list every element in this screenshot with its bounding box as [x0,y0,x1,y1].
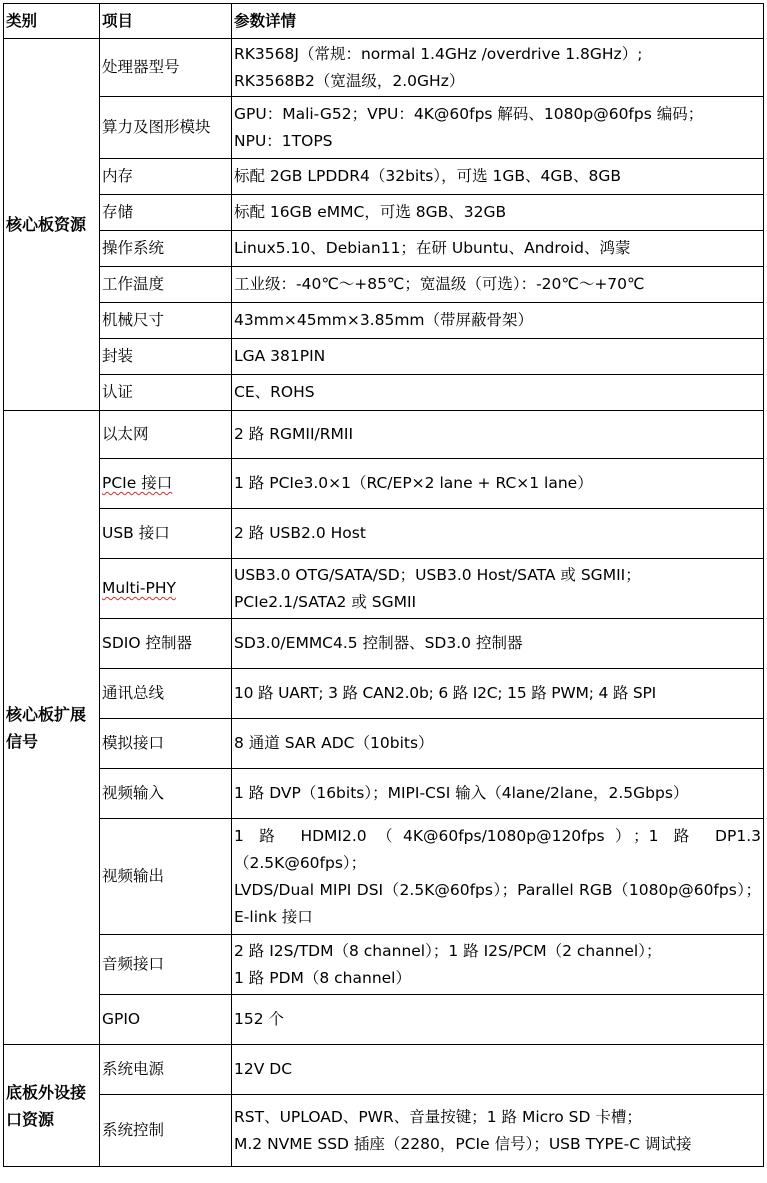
detail-cell: SD3.0/EMMC4.5 控制器、SD3.0 控制器 [232,619,764,669]
spec-table [3,3,764,1167]
category-cell: 核心板资源 [4,39,100,411]
item-cell: 音频接口 [100,935,232,995]
table-row [4,375,764,411]
item-cell: GPIO [100,995,232,1045]
table-row [4,303,764,339]
table-row [4,159,764,195]
detail-cell: RK3568J（常规：normal 1.4GHz /overdrive 1.8GHz）; RK3568B2（宽温级，2.0GHz） [232,39,764,97]
item-cell: 算力及图形模块 [100,97,232,159]
table-header-row [4,4,764,39]
detail-cell: 1 路 PCIe3.0×1（RC/EP×2 lane + RC×1 lane） [232,459,764,509]
table-row [4,267,764,303]
detail-cell: 152 个 [232,995,764,1045]
detail-cell: 2 路 USB2.0 Host [232,509,764,559]
detail-cell: 1 路 HDMI2.0（4K@60fps/1080p@120fps）；1 路 DP1.3（2.5K@60fps）； LVDS/Dual MIPI DSI（2.5K@60fps）；Parallel RGB（1080p@60fps）；E-link 接口 [232,819,764,935]
detail-cell: 10 路 UART; 3 路 CAN2.0b; 6 路 I2C; 15 路 PWM; 4 路 SPI [232,669,764,719]
header-category: 类别 [4,4,100,39]
category-cell: 核心板扩展信号 [4,411,100,1045]
item-cell: 视频输出 [100,819,232,935]
table-row [4,559,764,619]
detail-cell: 工业级：-40℃～+85℃；宽温级（可选）：-20℃～+70℃ [232,267,764,303]
table-row [4,1095,764,1167]
item-cell: PCIe 接口 [100,459,232,509]
detail-cell: 1 路 DVP（16bits）；MIPI-CSI 输入（4lane/2lane，2.5Gbps） [232,769,764,819]
header-item: 项目 [100,4,232,39]
detail-cell: 43mm×45mm×3.85mm（带屏蔽骨架） [232,303,764,339]
detail-cell: 12V DC [232,1045,764,1095]
item-cell: SDIO 控制器 [100,619,232,669]
detail-cell: 标配 16GB eMMC，可选 8GB、32GB [232,195,764,231]
item-cell: USB 接口 [100,509,232,559]
table-row [4,769,764,819]
detail-cell: LGA 381PIN [232,339,764,375]
item-cell: 通讯总线 [100,669,232,719]
table-row [4,995,764,1045]
table-row [4,719,764,769]
table-row [4,97,764,159]
item-cell: 系统电源 [100,1045,232,1095]
item-cell: Multi-PHY [100,559,232,619]
table-row [4,459,764,509]
header-detail: 参数详情 [232,4,764,39]
detail-cell: 8 通道 SAR ADC（10bits） [232,719,764,769]
table-row [4,1045,764,1095]
detail-cell: Linux5.10、Debian11；在研 Ubuntu、Android、鸿蒙 [232,231,764,267]
detail-cell: USB3.0 OTG/SATA/SD；USB3.0 Host/SATA 或 SGMII； PCIe2.1/SATA2 或 SGMII [232,559,764,619]
table-row [4,39,764,97]
item-cell: 认证 [100,375,232,411]
table-row [4,669,764,719]
detail-cell: 2 路 I2S/TDM（8 channel）；1 路 I2S/PCM（2 channel）； 1 路 PDM（8 channel） [232,935,764,995]
table-row [4,619,764,669]
item-cell: 存储 [100,195,232,231]
item-cell: 模拟接口 [100,719,232,769]
item-cell: 系统控制 [100,1095,232,1167]
item-cell: 以太网 [100,411,232,459]
table-row [4,509,764,559]
item-cell: 操作系统 [100,231,232,267]
table-row [4,411,764,459]
item-cell: 视频输入 [100,769,232,819]
item-cell: 处理器型号 [100,39,232,97]
item-cell: 工作温度 [100,267,232,303]
detail-cell: 2 路 RGMII/RMII [232,411,764,459]
table-row [4,935,764,995]
detail-cell: CE、ROHS [232,375,764,411]
category-cell: 底板外设接口资源 [4,1045,100,1167]
item-cell: 内存 [100,159,232,195]
table-row [4,819,764,935]
table-row [4,339,764,375]
detail-cell: RST、UPLOAD、PWR、音量按键；1 路 Micro SD 卡槽； M.2 NVME SSD 插座（2280，PCIe 信号）；USB TYPE-C 调试接 [232,1095,764,1167]
item-cell: 机械尺寸 [100,303,232,339]
detail-cell: 标配 2GB LPDDR4（32bits），可选 1GB、4GB、8GB [232,159,764,195]
detail-cell: GPU：Mali-G52；VPU：4K@60fps 解码、1080p@60fps 编码； NPU：1TOPS [232,97,764,159]
table-row [4,231,764,267]
table-row [4,195,764,231]
item-cell: 封装 [100,339,232,375]
